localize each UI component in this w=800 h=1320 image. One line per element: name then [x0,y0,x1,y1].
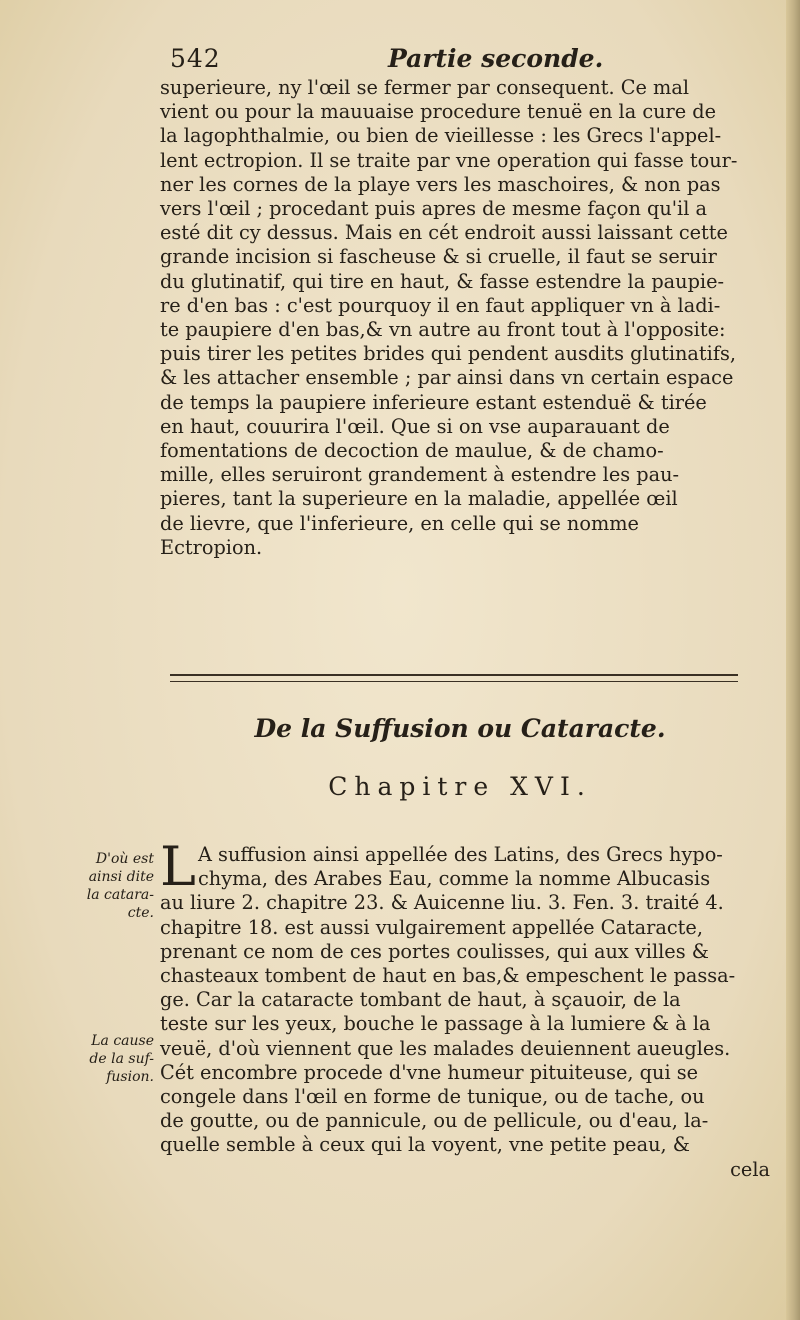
drop-cap: L [160,835,196,898]
text-line: prenant ce nom de ces portes coulisses, qui aux villes & [160,939,709,963]
page-header [160,44,760,80]
text-line: chapitre 18. est aussi vulgairement appellée Cataracte, [160,915,703,939]
text-line: superieure, ny l'œil se fermer par consequent. Ce mal [160,76,689,99]
text-line: de lievre, que l'inferieure, en celle qui se nomme [160,511,639,535]
text-line: du glutinatif, qui tire en haut, & fasse estendre la paupie- [160,269,725,293]
text-line: & les attacher ensemble ; par ainsi dans vn certain espace [160,366,734,390]
margin-note-line: cte. [127,905,154,921]
running-title: Partie seconde. [388,44,604,73]
text-line: A suffusion ainsi appellée des Latins, des Grecs hypo- [198,843,723,866]
text-line: fomentations de decoction de maulue, & de chamo- [160,439,664,463]
text-line: re d'en bas : c'est pourquoy il en faut appliquer vn à ladi- [160,293,721,317]
text-line: Cét encombre procede d'vne humeur pituiteuse, qui se [160,1060,699,1084]
margin-note-line: La cause [91,1033,154,1049]
text-line: puis tirer les petites brides qui pendent ausdits glutinatifs, [160,342,736,366]
text-line: chasteaux tombent de haut en bas,& empeschent le passa- [160,964,736,988]
text-line: ge. Car la cataracte tombant de haut, à sçauoir, de la [160,988,681,1012]
text-line: lent ectropion. Il se traite par vne operation qui fasse tour- [160,148,738,172]
text-line: pieres, tant la superieure en la maladie, appellée œil [160,487,678,511]
text-line: la lagophthalmie, ou bien de vieillesse : les Grecs l'appel- [160,124,722,148]
margin-note-line: la catara- [86,887,154,903]
margin-note [44,1032,154,1086]
section-divider-rule [170,674,738,682]
margin-note-line: fusion. [106,1069,154,1085]
text-line: grande incision si fascheuse & si cruelle, il faut se seruir [160,245,717,269]
text-line: vers l'œil ; procedant puis apres de mesme façon qu'il a [160,197,708,221]
margin-note-line: ainsi dite [88,869,154,885]
margin-note-line: de la suf- [89,1051,154,1067]
chapter-heading: Chapitre XVI. [328,772,592,801]
text-line: congele dans l'œil en forme de tunique, ou de tache, ou [160,1085,705,1109]
text-line: teste sur les yeux, bouche le passage à la lumiere & à la [160,1012,711,1036]
page-number: 542 [170,44,221,73]
text-line: en haut, couurira l'œil. Que si on vse auparauant de [160,414,670,438]
catchword: cela [730,1157,770,1181]
body-paragraph [160,76,770,560]
margin-note-line: D'où est [95,851,154,867]
margin-note [44,850,154,922]
text-line: mille, elles seruiront grandement à estendre les pau- [160,463,680,487]
text-line: Ectropion. [160,535,263,559]
text-line: ner les cornes de la playe vers les maschoires, & non pas [160,172,721,196]
text-line: de temps la paupiere inferieure estant estenduë & tirée [160,390,707,414]
text-line: esté dit cy dessus. Mais en cét endroit aussi laissant cette [160,221,728,245]
text-line: quelle semble à ceux qui la voyent, vne petite peau, & [160,1133,690,1157]
text-line: vient ou pour la mauuaise procedure tenuë en la cure de [160,100,717,124]
section-title: De la Suffusion ou Cataracte. [254,714,666,743]
chapter-paragraph [160,835,772,1182]
text-line: de goutte, ou de pannicule, ou de pellicule, ou d'eau, la- [160,1109,709,1133]
text-line: te paupiere d'en bas,& vn autre au front tout à l'opposite: [160,318,726,342]
text-line: veuë, d'où viennent que les malades deuiennent aueugles. [160,1036,731,1060]
text-line: chyma, des Arabes Eau, comme la nomme Albucasis [198,867,711,891]
text-line: au liure 2. chapitre 23. & Auicenne liu. 3. Fen. 3. traité 4. [160,891,724,915]
page-edge [786,0,800,1320]
